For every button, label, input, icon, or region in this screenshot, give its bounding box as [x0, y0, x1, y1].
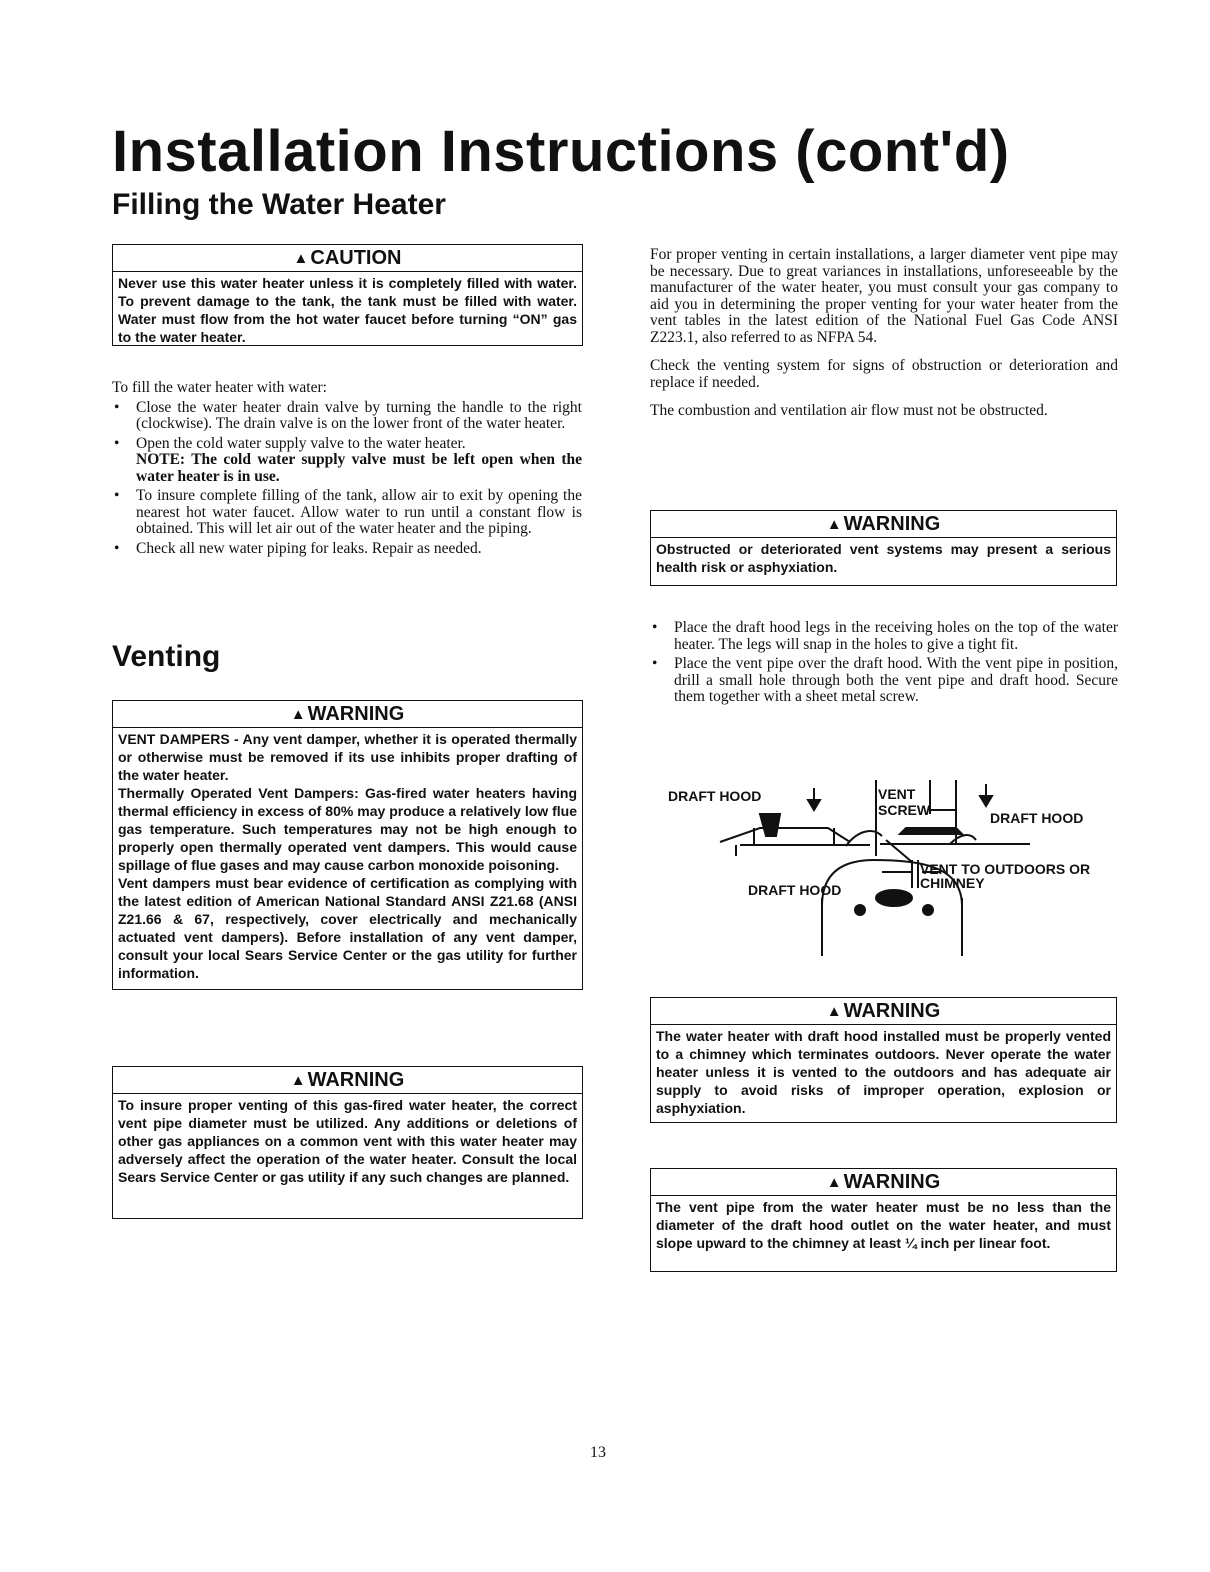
- warning-paragraph: Obstructed or deteriorated vent systems may present a serious health risk or asphyxiation.: [656, 541, 1111, 575]
- venting-paragraph: Check the venting system for signs of obstruction or deterioration and replace if needed.: [650, 357, 1118, 391]
- page-number: 13: [590, 1444, 606, 1461]
- list-item: • Place the draft hood legs in the receiving holes on the top of the water heater. The legs will snap in the holes to give a tight fit.: [650, 620, 1118, 653]
- label-draft-hood-right: DRAFT HOOD: [990, 810, 1084, 826]
- filling-steps: [112, 400, 582, 558]
- venting-paragraph: The combustion and ventilation air flow must not be obstructed.: [650, 402, 1048, 419]
- section-title-filling: Filling the Water Heater: [112, 188, 446, 221]
- draft-hood-diagram: [650, 770, 1120, 960]
- warning-header: ▲ WARNING: [113, 701, 582, 728]
- warning-header: ▲ WARNING: [651, 511, 1116, 538]
- venting-paragraphs: [650, 247, 1118, 432]
- filling-intro: To fill the water heater with water:: [112, 379, 327, 396]
- warning-header: ▲ WARNING: [651, 1169, 1116, 1196]
- warning-triangle-icon: ▲: [293, 250, 309, 267]
- warning-triangle-icon: ▲: [290, 1072, 306, 1089]
- label-vent-to-outdoors: VENT TO OUTDOORS OR CHIMNEY: [920, 861, 1091, 891]
- warning-text: [651, 538, 1116, 580]
- page-title: Installation Instructions (cont'd): [112, 119, 1010, 184]
- warning-paragraph: The vent pipe from the water heater must be no less than the diameter of the draft hood outlet on the water heater, and must slope upward to the chimney at least ¼ inch per linear foot.: [656, 1199, 1111, 1251]
- list-item: • Place the vent pipe over the draft hood. With the vent pipe in position, drill a small hole through both the vent pipe and draft hood. Secure them together with a sheet metal screw.: [650, 656, 1118, 706]
- section-title-venting: Venting: [112, 640, 221, 673]
- venting-paragraph: For proper venting in certain installations, a larger diameter vent pipe may be necessary. Due to great variances in installations, unforeseeable by the manufacturer of the water heater, you must consult your gas company to aid you in determining the proper venting for your water heater from the vent tables in the latest edition of the National Fuel Gas Code ANSI Z223.1, also referred to as NFPA 54.: [650, 246, 1118, 346]
- caution-box: [112, 244, 583, 346]
- draft-hood-steps: [650, 620, 1118, 706]
- warning-header: ▲ WARNING: [113, 1067, 582, 1094]
- warning-triangle-icon: ▲: [826, 1003, 842, 1020]
- warning-triangle-icon: ▲: [290, 706, 306, 723]
- warning-paragraph: Thermally Operated Vent Dampers: Gas-fired water heaters having thermal efficiency in excess of 80% may produce a relatively low flue gas temperature. Such temperatures may not be high enough to properly open thermally operated vent dampers. This would cause spillage of flue gases and may cause carbon monoxide poisoning.: [118, 785, 577, 873]
- warning-text: [113, 728, 582, 986]
- warning-paragraph: To insure proper venting of this gas-fired water heater, the correct vent pipe diameter must be utilized. Any additions or deletions of other gas appliances on a common vent with this water heater may adversely affect the operation of the water heater. Consult the local Sears Service Center or gas utility if any such changes are planned.: [118, 1097, 577, 1185]
- warning-triangle-icon: ▲: [826, 516, 842, 533]
- list-item: • Check all new water piping for leaks. Repair as needed.: [112, 541, 582, 558]
- list-item: • To insure complete filling of the tank, allow air to exit by opening the nearest hot water faucet. Allow water to run until a constant flow is obtained. This will let air out of the water heater and the piping.: [112, 488, 582, 538]
- filling-instructions: [112, 380, 582, 560]
- filling-note: NOTE: The cold water supply valve must be left open when the water heater is in use.: [136, 451, 582, 485]
- warning-box-vent-diameter: [112, 1066, 583, 1219]
- warning-paragraph: The water heater with draft hood installed must be properly vented to a chimney which terminates outdoors. Never operate the water heater unless it is vented to the outdoors and has adequate air supply to avoid risks of improper operation, explosion or asphyxiation.: [656, 1028, 1111, 1116]
- warning-text: [651, 1196, 1116, 1256]
- label-draft-hood-left: DRAFT HOOD: [668, 788, 762, 804]
- warning-triangle-icon: ▲: [826, 1174, 842, 1191]
- warning-paragraph: VENT DAMPERS - Any vent damper, whether it is operated thermally or otherwise must be removed if its use inhibits proper drafting of the water heater.: [118, 731, 577, 783]
- warning-box-vent-dampers: [112, 700, 583, 990]
- warning-box-slope: [650, 1168, 1117, 1272]
- caution-header: [113, 245, 582, 272]
- draft-hood-instructions: [650, 620, 1118, 709]
- label-vent-screw: VENT SCREW: [878, 786, 931, 818]
- warning-paragraph: Vent dampers must bear evidence of certification as complying with the latest edition of American National Standard ANSI Z21.68 (ANSI Z21.66 & 67, respectively, cover electrically and mechanically actuated vent dampers). Before installation of any vent damper, consult your local Sears Service Center or the gas utility for further information.: [118, 875, 577, 981]
- warning-box-obstructed: [650, 510, 1117, 586]
- list-item: • Open the cold water supply valve to the water heater. NOTE: The cold water supply valve must be left open when the water heater is in use.: [112, 436, 582, 486]
- warning-header: ▲ WARNING: [651, 998, 1116, 1025]
- list-item: • Close the water heater drain valve by turning the handle to the right (clockwise). The drain valve is on the lower front of the water heater.: [112, 400, 582, 433]
- caution-label: CAUTION: [310, 247, 402, 269]
- caution-text: [113, 272, 582, 350]
- warning-box-chimney: [650, 997, 1117, 1123]
- warning-text: [113, 1094, 582, 1190]
- warning-text: [651, 1025, 1116, 1121]
- caution-paragraph: Never use this water heater unless it is completely filled with water. To prevent damage to the tank, the tank must be filled with water. Water must flow from the hot water faucet before turning “ON” gas to the water heater.: [118, 275, 577, 345]
- label-draft-hood-bottom: DRAFT HOOD: [748, 882, 842, 898]
